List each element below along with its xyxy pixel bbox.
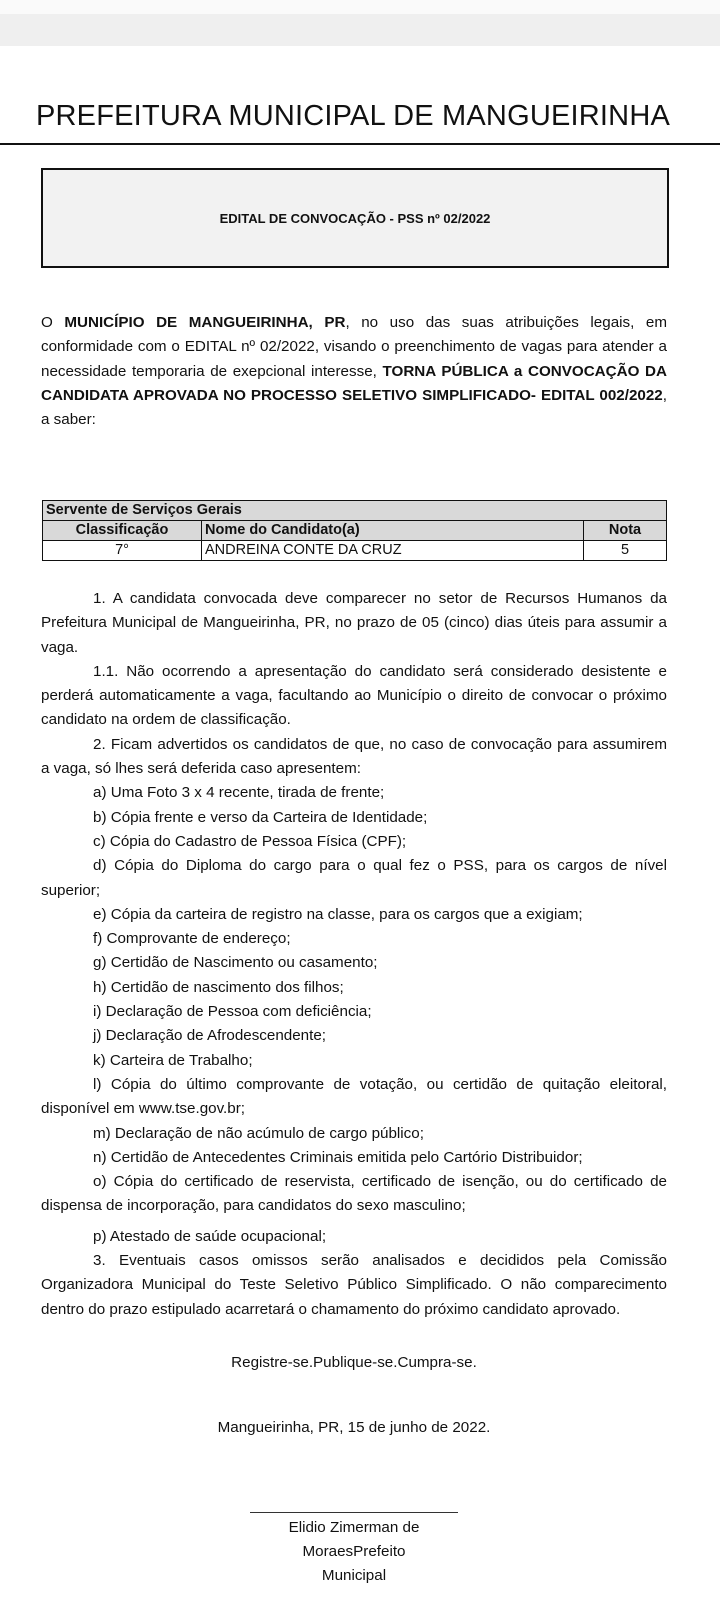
paragraph-item-1-1: 1.1. Não ocorrendo a apresentação do candidato será considerado desistente e perderá automaticamente a vaga, facultando ao Município o direito de convocar o próximo candidato na ordem de classificação. xyxy=(41,662,667,729)
intro-paragraph xyxy=(41,311,667,432)
edital-title-box xyxy=(41,168,669,268)
cell-nota: 5 xyxy=(584,541,667,561)
doc-item-b: b) Cópia frente e verso da Carteira de Identidade; xyxy=(93,808,428,826)
table-group-title: Servente de Serviços Gerais xyxy=(43,501,667,521)
viewer-top-bar xyxy=(0,0,720,14)
doc-item-m: m) Declaração de não acúmulo de cargo público; xyxy=(93,1124,424,1142)
doc-item-f: f) Comprovante de endereço; xyxy=(93,930,291,948)
table-header-row xyxy=(43,521,667,541)
column-header-nome: Nome do Candidato(a) xyxy=(202,521,584,541)
intro-bold-convocation: TORNA PÚBLICA a CONVOCAÇÃO DA CANDIDATA APROVADA NO PROCESSO SELETIVO SIMPLIFICADO- EDITAL 002/2022 xyxy=(41,362,667,404)
cell-classificacao: 7° xyxy=(43,541,202,561)
column-header-classificacao: Classificação xyxy=(43,521,202,541)
signature-block xyxy=(250,1516,458,1588)
doc-item-n: n) Certidão de Antecedentes Criminais emitida pelo Cartório Distribuidor; xyxy=(93,1148,583,1166)
doc-item-h: h) Certidão de nascimento dos filhos; xyxy=(93,978,344,996)
document-body xyxy=(41,587,667,1322)
paragraph-item-2: 2. Ficam advertidos os candidatos de que, no caso de convocação para assumirem a vaga, só lhes será deferida caso apresentem: xyxy=(41,735,667,778)
intro-text-3: , a saber: xyxy=(41,386,667,429)
doc-item-d: d) Cópia do Diploma do cargo para o qual fez o PSS, para os cargos de nível superior; xyxy=(41,857,667,899)
viewer-toolbar-strip xyxy=(0,14,720,46)
doc-item-p: p) Atestado de saúde ocupacional; xyxy=(93,1227,327,1245)
organization-title: PREFEITURA MUNICIPAL DE MANGUEIRINHA xyxy=(36,100,670,132)
signatory-title: Municipal xyxy=(321,1567,387,1584)
title-divider xyxy=(0,143,720,145)
table-group-row xyxy=(43,501,667,521)
doc-item-l: l) Cópia do último comprovante de votação, ou certidão de quitação eleitoral, disponível em www.tse.gov.br; xyxy=(41,1075,667,1118)
column-header-nota: Nota xyxy=(584,521,667,541)
doc-item-k: k) Carteira de Trabalho; xyxy=(93,1051,253,1069)
doc-item-j: j) Declaração de Afrodescendente; xyxy=(93,1027,327,1045)
doc-item-a: a) Uma Foto 3 x 4 recente, tirada de frente; xyxy=(93,784,385,802)
closing-motto: Registre-se.Publique-se.Cumpra-se. xyxy=(231,1354,477,1371)
doc-item-e: e) Cópia da carteira de registro na classe, para os cargos que a exigiam; xyxy=(93,905,583,923)
intro-text-2: , no uso das suas atribuições legais, em conformidade com o EDITAL nº 02/2022, visando o preenchimento de vagas para atender a necessidade temporaria de exepcional interesse, xyxy=(41,314,667,380)
candidate-table xyxy=(42,500,667,561)
doc-item-c: c) Cópia do Cadastro de Pessoa Física (CPF); xyxy=(93,832,407,850)
doc-item-g: g) Certidão de Nascimento ou casamento; xyxy=(93,954,378,972)
cell-nome: ANDREINA CONTE DA CRUZ xyxy=(202,541,584,561)
doc-item-o: o) Cópia do certificado de reservista, certificado de isenção, ou do certificado de dispensa de incorporação, para candidatos do sexo masculino; xyxy=(41,1173,667,1215)
signatory-name-line-1: Elidio Zimerman de xyxy=(288,1519,420,1536)
doc-item-i: i) Declaração de Pessoa com deficiência; xyxy=(93,1003,372,1021)
place-and-date: Mangueirinha, PR, 15 de junho de 2022. xyxy=(217,1419,491,1436)
signature-line xyxy=(250,1512,458,1513)
signatory-name-line-2: MoraesPrefeito xyxy=(302,1543,406,1560)
intro-text-1: O xyxy=(41,314,65,331)
table-row xyxy=(43,541,667,561)
paragraph-item-3: 3. Eventuais casos omissos serão analisados e decididos pela Comissão Organizadora Municipal do Teste Seletivo Público Simplificado. O não comparecimento dentro do prazo estipulado acarretará o chamamento do próximo candidato aprovado. xyxy=(41,1252,667,1318)
edital-title: EDITAL DE CONVOCAÇÃO - PSS nº 02/2022 xyxy=(219,210,491,226)
paragraph-item-1: 1. A candidata convocada deve comparecer no setor de Recursos Humanos da Prefeitura Municipal de Mangueirinha, PR, no prazo de 05 (cinco) dias úteis para assumir a vaga. xyxy=(41,590,667,656)
intro-bold-municipality: MUNICÍPIO DE MANGUEIRINHA, PR xyxy=(64,314,346,331)
